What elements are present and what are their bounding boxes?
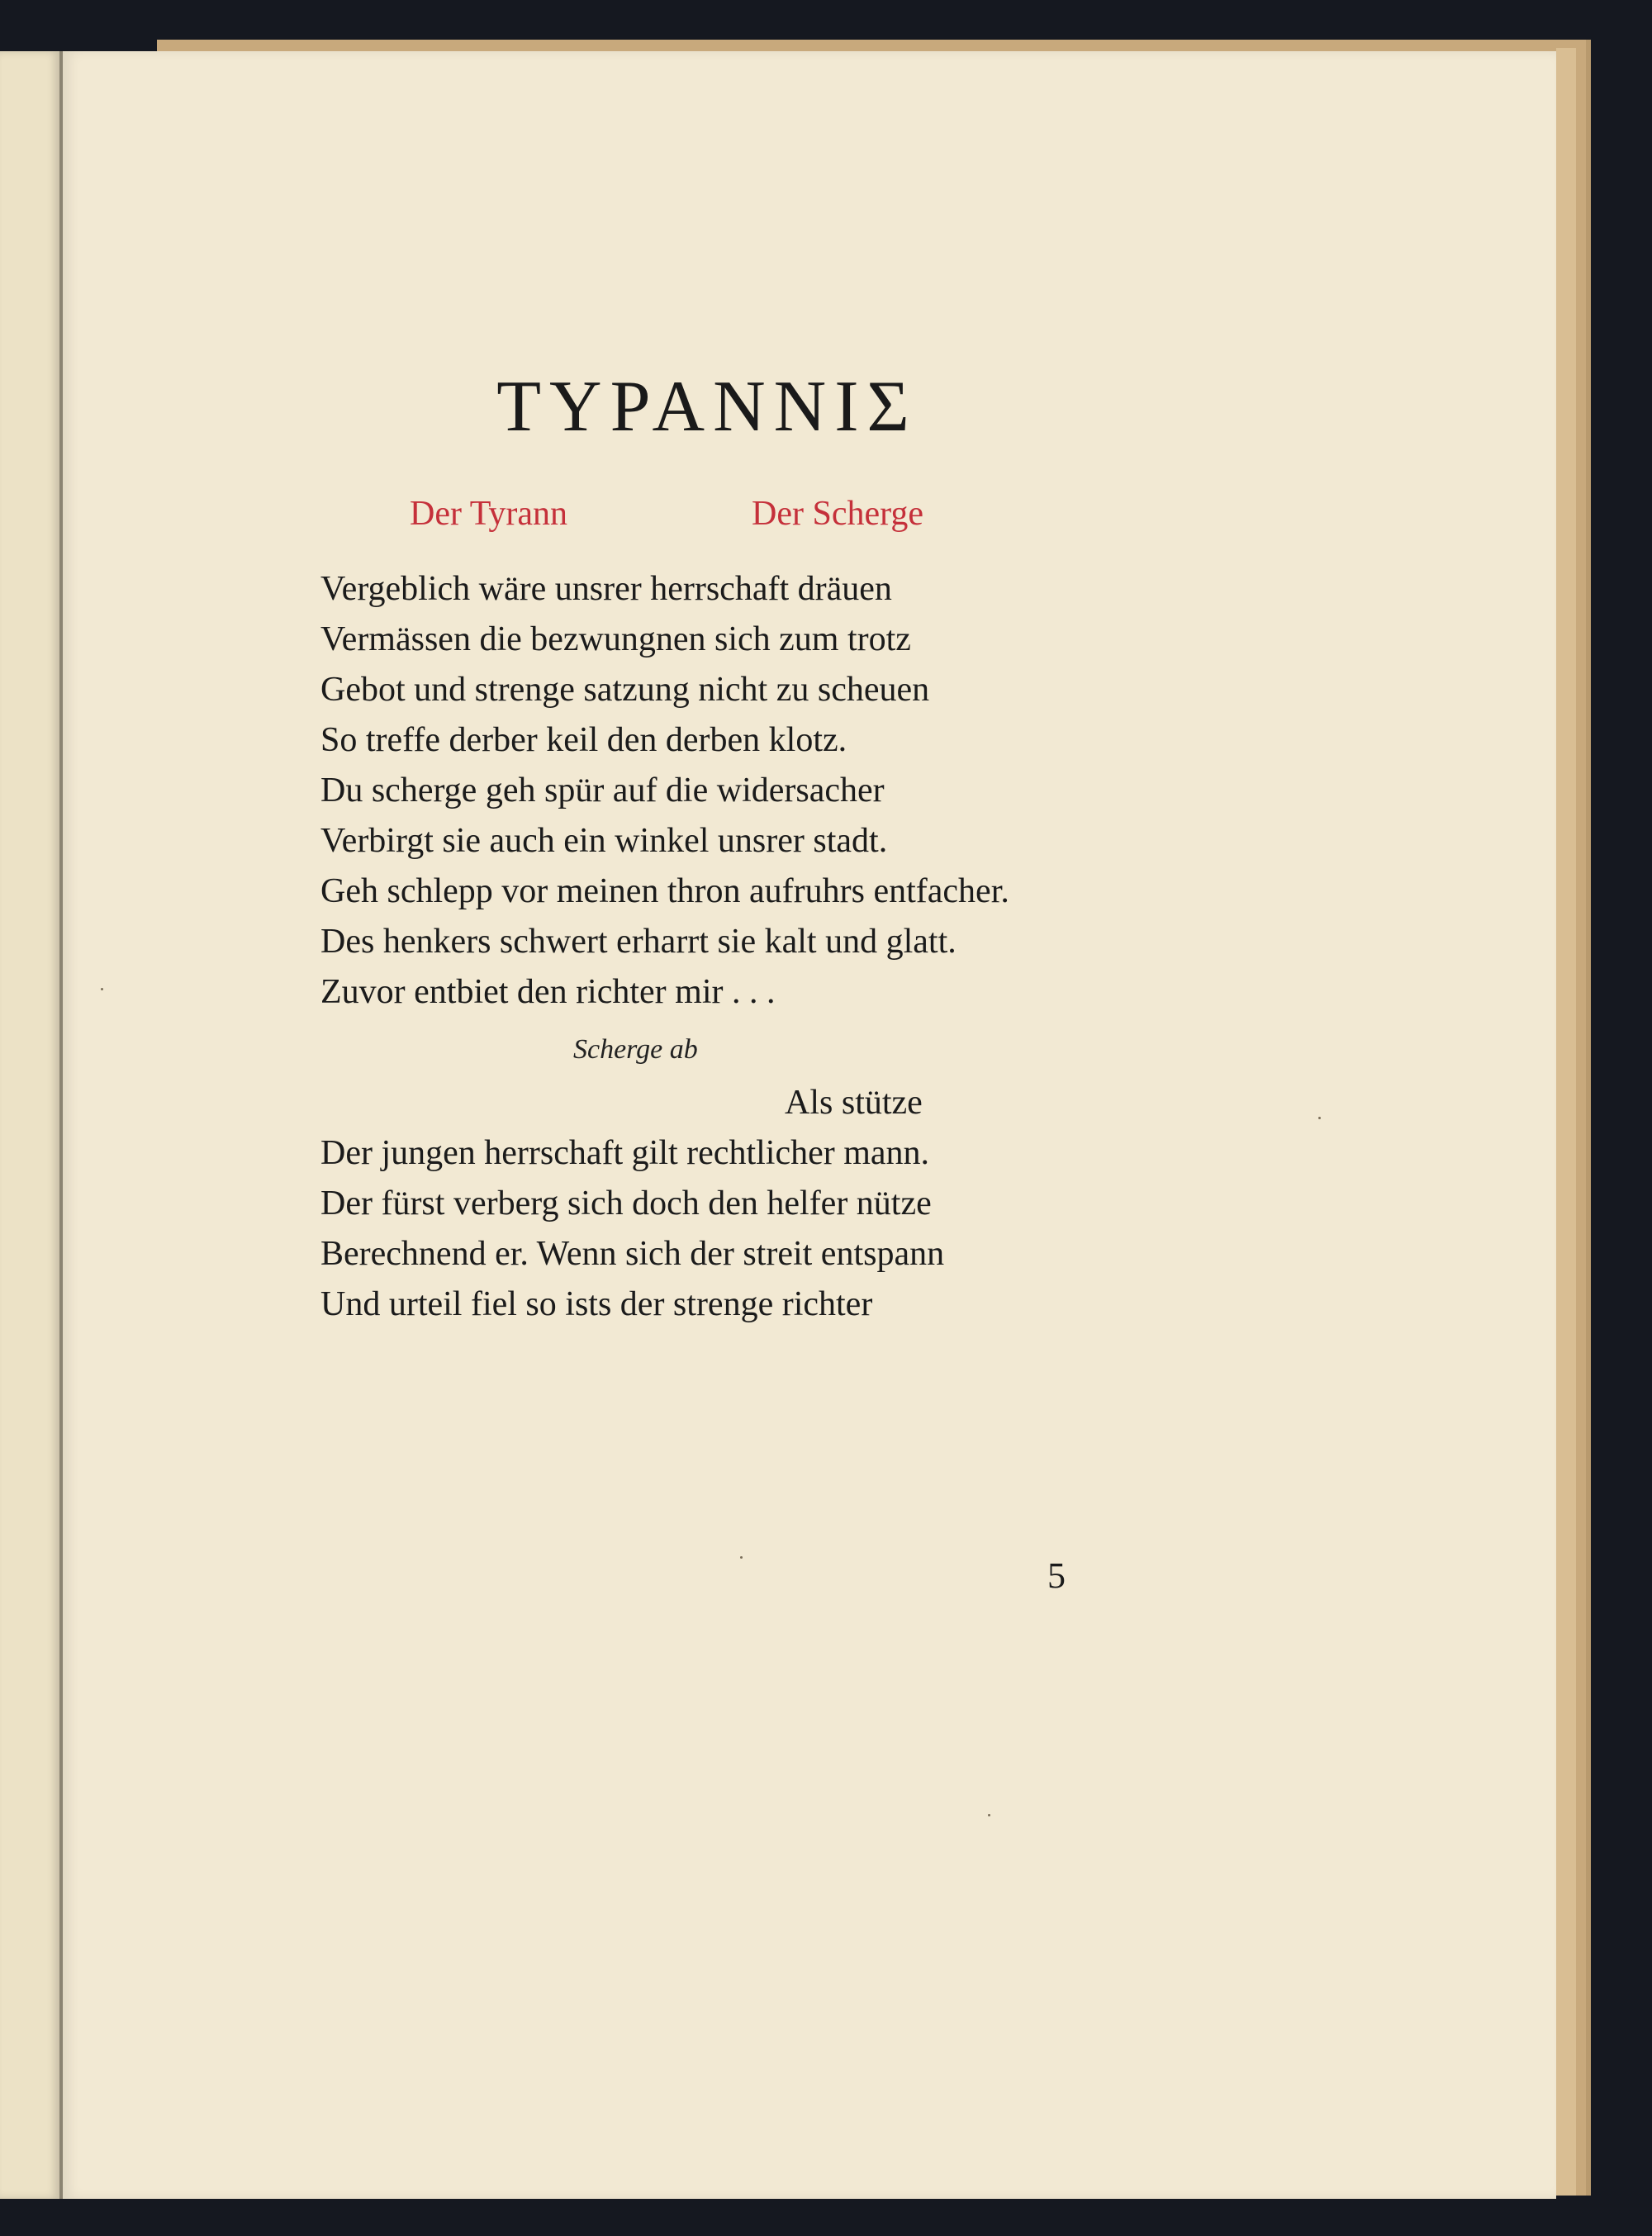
verse-line: Vergeblich wäre unsrer herrschaft dräuen bbox=[320, 570, 892, 608]
paper-speck bbox=[740, 1556, 743, 1559]
speaker-label-scherge: Der Scherge bbox=[752, 495, 923, 533]
verse-line: Und urteil fiel so ists der strenge richter bbox=[320, 1285, 873, 1323]
left-page-edge bbox=[0, 51, 63, 2199]
verse-line: Der fürst verberg sich doch den helfer nütze bbox=[320, 1184, 932, 1222]
paper-speck bbox=[101, 988, 103, 990]
verse-continuation: Als stütze bbox=[785, 1084, 923, 1122]
verse-line: Berechnend er. Wenn sich der streit entspann bbox=[320, 1235, 945, 1273]
verse-line: Des henkers schwert erharrt sie kalt und glatt. bbox=[320, 923, 957, 961]
verse-line: Du scherge geh spür auf die widersacher bbox=[320, 771, 885, 809]
verse-line: Gebot und strenge satzung nicht zu scheuen bbox=[320, 671, 930, 709]
verse-line: Vermässen die bezwungnen sich zum trotz bbox=[320, 620, 911, 658]
verse-line: Verbirgt sie auch ein winkel unsrer stadt. bbox=[320, 822, 888, 860]
speaker-label-tyrann: Der Tyrann bbox=[410, 495, 568, 533]
stage-direction: Scherge ab bbox=[573, 1034, 698, 1065]
verse-line: Der jungen herrschaft gilt rechtlicher mann. bbox=[320, 1134, 930, 1172]
verse-line: Zuvor entbiet den richter mir . . . bbox=[320, 973, 776, 1011]
book-page bbox=[63, 51, 1556, 2199]
verse-line: Geh schlepp vor meinen thron aufruhrs entfacher. bbox=[320, 872, 1009, 910]
paper-speck bbox=[988, 1814, 990, 1816]
poem-title: ΤΥΡΑΝΝΙΣ bbox=[496, 367, 918, 447]
verse-line: So treffe derber keil den derben klotz. bbox=[320, 721, 847, 759]
paper-speck bbox=[1318, 1117, 1321, 1119]
page-number: 5 bbox=[1047, 1555, 1066, 1596]
cover-board-edge bbox=[1556, 48, 1576, 2196]
